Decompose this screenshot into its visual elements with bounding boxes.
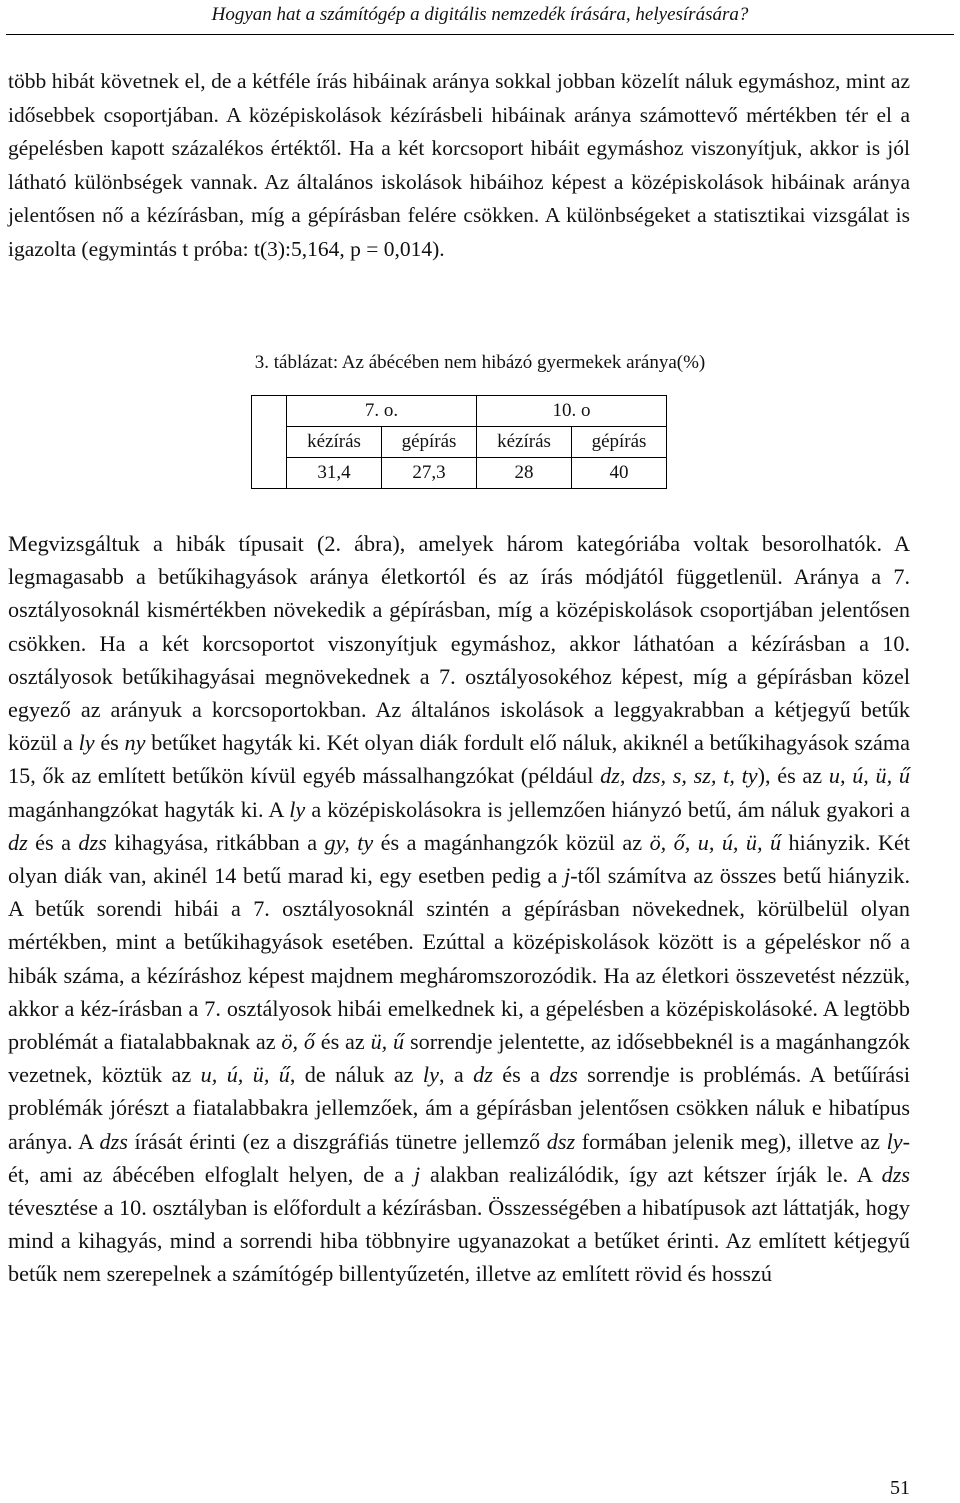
page-number: 51 <box>890 1477 910 1499</box>
table-subheader: kézírás <box>287 427 382 458</box>
table-value: 40 <box>572 458 667 489</box>
table-subheader: kézírás <box>477 427 572 458</box>
table-row-values <box>252 458 667 489</box>
paragraph-1: több hibát követnek el, de a kétféle írás hibáinak aránya sokkal jobban közelít náluk egymáshoz, mint az idősebbek csoportjában. A középiskolások kézírásbeli hibáinak aránya számottevő mértékben tér el a gépelésben kapott százalékos értéktől. Ha a két korcsoport hibáit egymáshoz viszonyítjuk, akkor is jól látható különbségek vannak. Az általános iskolások hibáihoz képest a középiskolások hibáinak aránya jelentősen nő a kézírásban, míg a gépírásban felére csökken. A különbségeket a statisztikai vizsgálat is igazolta (egymintás t próba: t(3):5,164, p = 0,014). <box>8 69 910 261</box>
table-value: 31,4 <box>287 458 382 489</box>
table-blank-cell <box>252 396 287 489</box>
table-group-10: 10. o <box>477 396 667 427</box>
table-value: 27,3 <box>382 458 477 489</box>
table-value: 28 <box>477 458 572 489</box>
table-subheader: gépírás <box>382 427 477 458</box>
table-subheader: gépírás <box>572 427 667 458</box>
header-rule <box>6 34 954 35</box>
table-caption: 3. táblázat: Az ábécében nem hibázó gyermekek aránya(%) <box>254 352 706 373</box>
table-row-subheaders <box>252 427 667 458</box>
paragraph-2: Megvizsgáltuk a hibák típusait (2. ábra), amelyek három kategóriába voltak besorolhatók. A legmagasabb a betűkihagyások aránya életkortól és az írás módjától függetlenül. Aránya a 7. osztályosoknál kismértékben növekedik a gépírásban, míg a középiskolások csoportjában jelentősen csökken. Ha a két korcsoportot viszonyítjuk egymáshoz, akkor láthatóan a kézírásban a 10. osztályosok betűkihagyásai megnövekednek a 7. osztályosokéhoz képest, míg a gépírásban közel egyező az arányuk a korcsoportokban. Az általános iskolások a leggyakrabban a kétjegyű betűk közül a ly és ny betűket hagyták ki. Két olyan diák fordult elő náluk, akiknél a betűkihagyások száma 15, ők az említett betűkön kívül egyéb mássalhangzókat (például dz, dzs, s, sz, t, ty), és az u, ú, ü, ű magánhangzókat hagyták ki. A ly a középiskolásokra is jellemzően hiányzó betű, ám náluk gyakori a dz és a dzs kihagyása, ritkábban a gy, ty és a magánhangzók közül az ö, ő, u, ú, ü, ű hiányzik. Két olyan diák van, akinél 14 betű marad ki, egy esetben pedig a j-től számítva az összes betű hiányzik. A betűk sorendi hibái a 7. osztályosoknál szintén a gépírásban növekednek, körülbelül olyan mértékben, mint a betűkihagyások esetében. Ezúttal a középiskolások között is a gépeléskor nő a hibák száma, a kézíráshoz képest majdnem megháromszorozódik. Ha az életkori összevetést nézzük, akkor a kéz-írásban a 7. osztályosok hibái emelkednek ki, a gépelésben a középiskolásoké. A legtöbb problémát a fiatalabbaknak az ö, ő és az ü, ű sorrendje jelentette, az idősebbeknél is a magánhangzók vezetnek, köztük az u, ú, ü, ű, de náluk az ly, a dz és a dzs sorrendje is problémás. A betűírási problémák jórészt a fiatalabbakra jellemzőek, ám a gépírásban jelentősen csökken náluk e hibatípus aránya. A dzs írását érinti (ez a diszgráfiás tünetre jellemző dsz formában jelenik meg), illetve az ly-ét, ami az ábécében elfoglalt helyen, de a j alakban realizálódik, így azt kétszer írják le. A dzs tévesztése a 10. osztályban is előfordult a kézírásban. Összességében a hibatípusok azt láttatják, hogy mind a kihagyás, mind a sorrendi hiba többnyire ugyanazokat a betűket érinti. Az említett kétjegyű betűk nem szerepelnek a számítógép billentyűzetén, illetve az említett rövid és hosszú <box>8 531 911 1287</box>
table-group-7: 7. o. <box>287 396 477 427</box>
data-table <box>251 395 667 489</box>
running-header: Hogyan hat a számítógép a digitális nemzedék írására, helyesírására? <box>211 4 749 25</box>
table-row-groups <box>252 396 667 427</box>
